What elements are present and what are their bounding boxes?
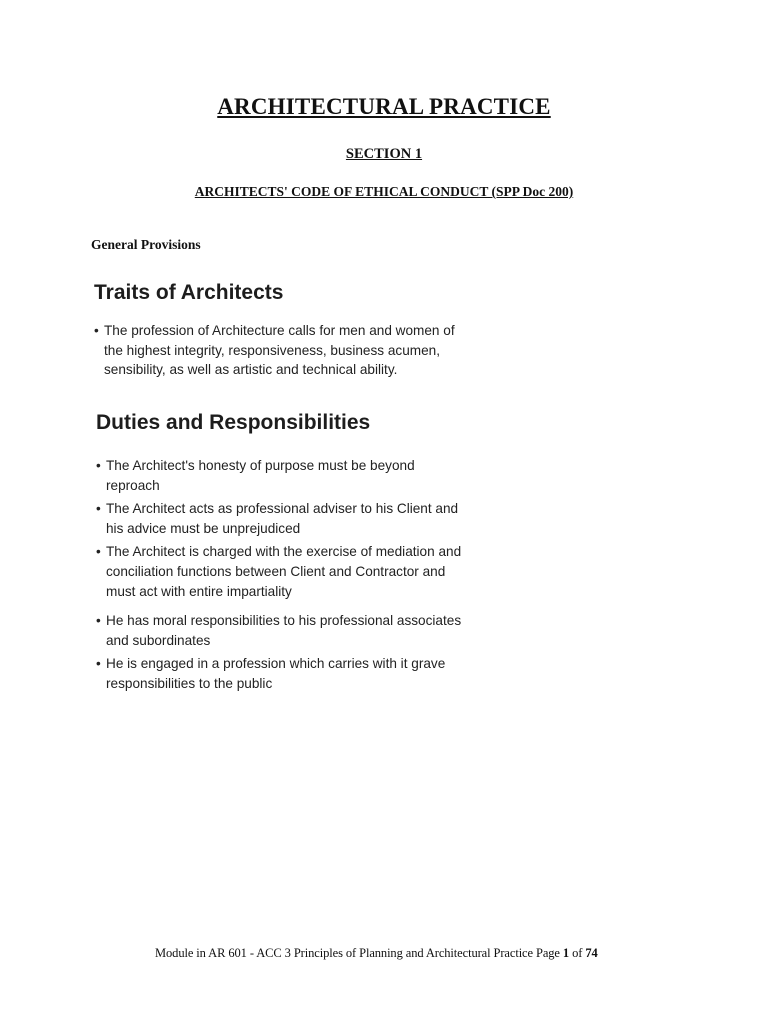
general-provisions-heading: General Provisions [91, 237, 201, 252]
bullet-text: The profession of Architecture calls for men and women of the highest integrity, responsiveness, business acumen, sensibility, as well as artistic and technical ability. [104, 323, 455, 378]
section-label: SECTION 1 [345, 146, 423, 162]
footer-page-number: 1 [562, 946, 570, 960]
bullet-text: He has moral responsibilities to his professional associates and subordinates [106, 613, 462, 648]
list-item [96, 456, 466, 495]
page-footer [155, 946, 598, 961]
list-item [96, 654, 466, 693]
list-item [96, 611, 466, 650]
bullet-dot-icon: • [96, 501, 101, 517]
bullet-text: He is engaged in a profession which carries with it grave responsibilities to the public [106, 656, 446, 691]
bullet-text: The Architect acts as professional adviser to his Client and his advice must be unprejudiced [106, 501, 459, 536]
footer-text: Module in AR 601 - ACC 3 Principles of Planning and Architectural Practice Page [155, 946, 560, 960]
bullet-dot-icon: • [96, 544, 101, 560]
footer-total-pages: 74 [585, 946, 598, 960]
section-subtitle: ARCHITECTS' CODE OF ETHICAL CONDUCT (SPP Doc 200) [194, 184, 574, 199]
traits-bullet-list [94, 321, 464, 384]
bullet-dot-icon: • [96, 613, 101, 629]
list-item [96, 499, 466, 538]
traits-heading: Traits of Architects [94, 281, 284, 304]
list-item [94, 321, 464, 380]
bullet-dot-icon: • [96, 656, 101, 672]
bullet-text: The Architect is charged with the exercise of mediation and conciliation functions between Client and Contractor and must act with entire impartiality [106, 544, 462, 599]
duties-bullet-list [96, 456, 466, 698]
bullet-dot-icon: • [96, 458, 101, 473]
embedded-slide-image [84, 270, 464, 730]
bullet-dot-icon: • [94, 323, 99, 338]
duties-heading: Duties and Responsibilities [96, 411, 371, 434]
footer-of-label: of [572, 946, 583, 960]
bullet-text: The Architect's honesty of purpose must be beyond reproach [106, 458, 415, 493]
list-item [96, 542, 466, 601]
document-title: ARCHITECTURAL PRACTICE [217, 94, 551, 119]
